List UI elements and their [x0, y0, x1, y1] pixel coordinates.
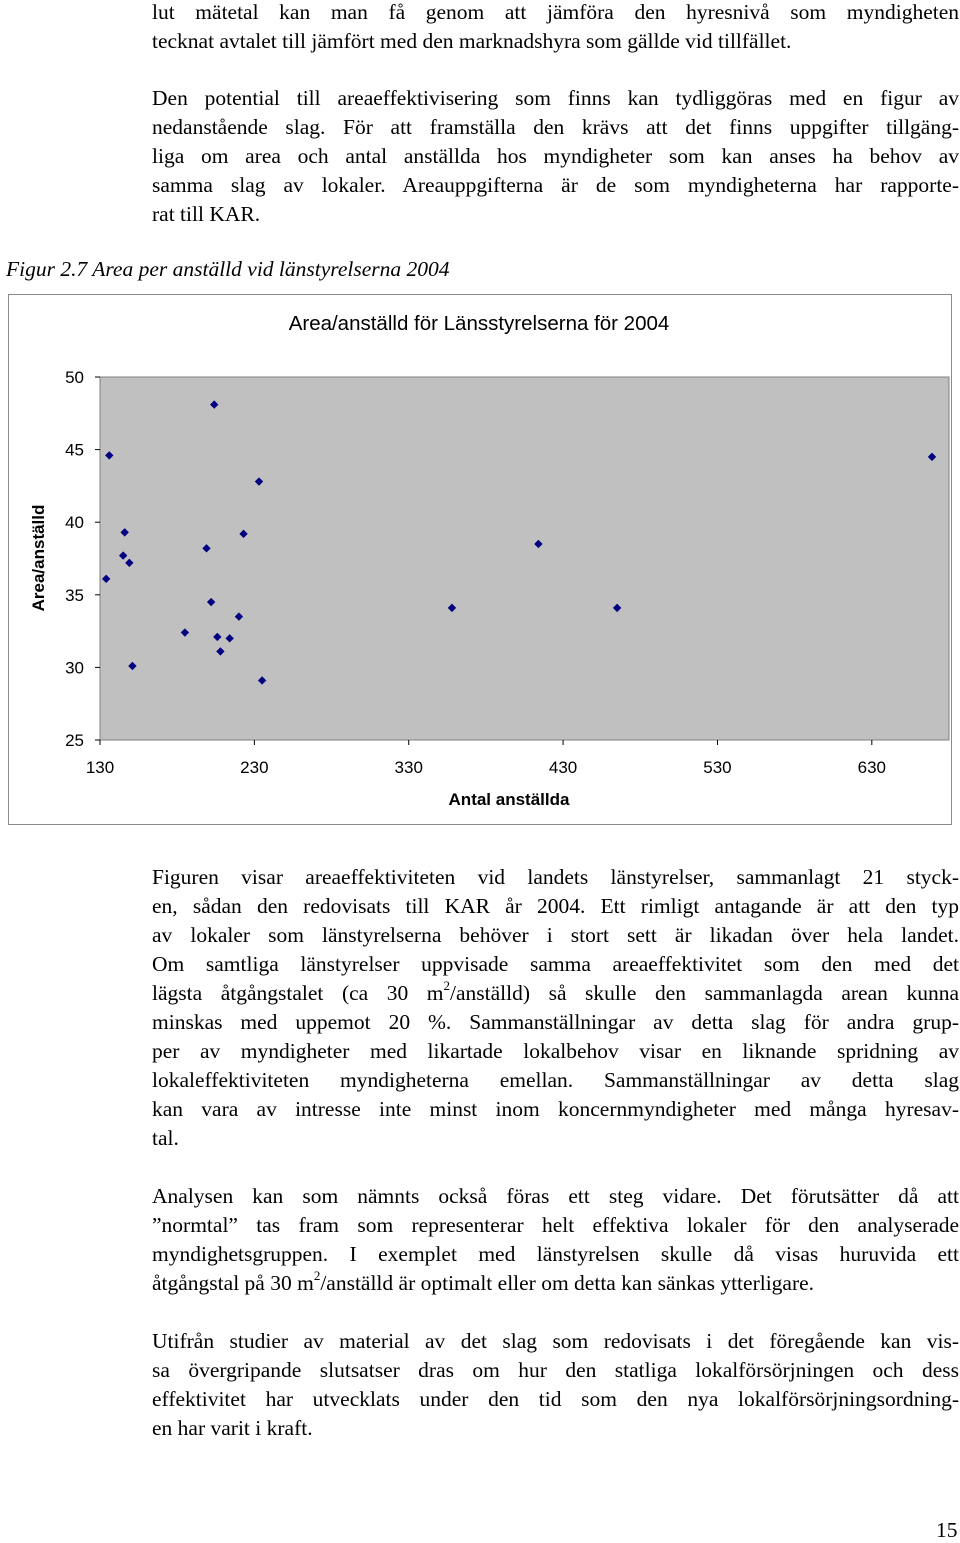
text-segment: lägsta åtgångstalet (ca 30 m [152, 981, 444, 1005]
paragraph-line: av lokaler som länstyrelserna behöver i stort sett är likadan över hela landet. [152, 923, 959, 947]
x-tick-label: 230 [240, 758, 269, 777]
paragraph-line: rat till KAR. [152, 202, 261, 226]
paragraph-line: lut mätetal kan man få genom att jämföra den hyresnivå som myndigheten [152, 0, 959, 24]
superscript: 2 [443, 977, 451, 993]
paragraph-2 [152, 84, 959, 229]
page-number: 15 [936, 1518, 958, 1542]
chart-svg [9, 295, 951, 824]
text-segment: /anställd är optimalt eller om detta kan sänkas ytterligare. [320, 1271, 815, 1295]
paragraph-line: tecknat avtalet till jämfört med den marknadshyra som gällde vid tillfället. [152, 29, 792, 53]
y-tick-label: 30 [65, 658, 84, 678]
y-axis-label: Area/anställd [29, 504, 48, 612]
scatter-chart [8, 294, 952, 825]
chart-title: Area/anställd för Länsstyrelserna för 2004 [288, 312, 670, 335]
paragraph-line: effektivitet har utvecklats under den tid som den nya lokalförsörjningsordning- [152, 1387, 959, 1411]
y-axis [65, 368, 100, 750]
paragraph-3 [152, 863, 959, 1153]
paragraph-line: ”normtal” tas fram som representerar helt effektiva lokaler för den analyserade [152, 1213, 959, 1237]
x-tick-label: 630 [857, 758, 887, 777]
text-segment: /anställd) så skulle den sammanlagda arean kunna [450, 981, 959, 1005]
x-tick-label: 130 [85, 758, 115, 777]
y-tick-label: 45 [65, 440, 84, 460]
paragraph-line: en har varit i kraft. [152, 1416, 313, 1440]
paragraph-line: Om samtliga länstyrelser uppvisade samma areaeffektivitet som den med det [152, 952, 959, 976]
y-tick-label: 25 [65, 731, 84, 750]
paragraph-4 [152, 1182, 959, 1298]
paragraph-line: samma slag av lokaler. Areauppgifterna är de som myndigheterna har rapporte- [152, 173, 959, 197]
paragraph-line: en, sådan den redovisats till KAR år 2004. Ett rimligt antagande är att den typ [152, 894, 959, 918]
paragraph-line: Analysen kan som nämnts också föras ett steg vidare. Det förutsätter då att [152, 1184, 959, 1208]
paragraph-line [152, 979, 959, 1008]
paragraph-line: Den potential till areaeffektivisering som finns kan tydliggöras med en figur av [152, 86, 959, 110]
y-tick-label: 50 [65, 368, 84, 387]
plot-area [100, 377, 949, 740]
paragraph-line: tal. [152, 1126, 179, 1150]
paragraph-line: myndighetsgruppen. I exemplet med länstyrelsen skulle då visas huruvida ett [152, 1242, 959, 1266]
paragraph-line: Figuren visar areaeffektiviteten vid landets länstyrelser, sammanlagt 21 styck- [152, 865, 959, 889]
paragraph-line: nedanstående slag. För att framställa den krävs att det finns uppgifter tillgäng- [152, 115, 959, 139]
paragraph-1 [152, 0, 959, 56]
paragraph-line: liga om area och antal anställda hos myndigheter som kan anses ha behov av [152, 144, 959, 168]
x-axis-label: Antal anställda [448, 790, 570, 809]
paragraph-line: minskas med uppemot 20 %. Sammanställningar av detta slag för andra grup- [152, 1010, 959, 1034]
figure-caption: Figur 2.7 Area per anställd vid länstyrelserna 2004 [6, 257, 450, 281]
paragraph-line: kan vara av intresse inte minst inom koncernmyndigheter med många hyresav- [152, 1097, 959, 1121]
paragraph-line: per av myndigheter med likartade lokalbehov visar en liknande spridning av [152, 1039, 959, 1063]
paragraph-line: lokaleffektiviteten myndigheterna emellan. Sammanställningar av detta slag [152, 1068, 959, 1092]
x-tick-label: 530 [703, 758, 732, 777]
superscript: 2 [313, 1267, 321, 1283]
text-segment: åtgångstal på 30 m [152, 1271, 314, 1295]
x-axis [86, 740, 886, 777]
y-tick-label: 35 [65, 585, 84, 605]
paragraph-5 [152, 1327, 959, 1443]
paragraph-line: sa övergripande slutsatser dras om hur den statliga lokalförsörjningen och dess [152, 1358, 959, 1382]
y-tick-label: 40 [65, 513, 84, 533]
x-tick-label: 330 [394, 758, 423, 777]
x-tick-label: 430 [548, 758, 578, 777]
paragraph-line: Utifrån studier av material av det slag som redovisats i det föregående kan vis- [152, 1329, 959, 1353]
paragraph-line [152, 1269, 959, 1298]
